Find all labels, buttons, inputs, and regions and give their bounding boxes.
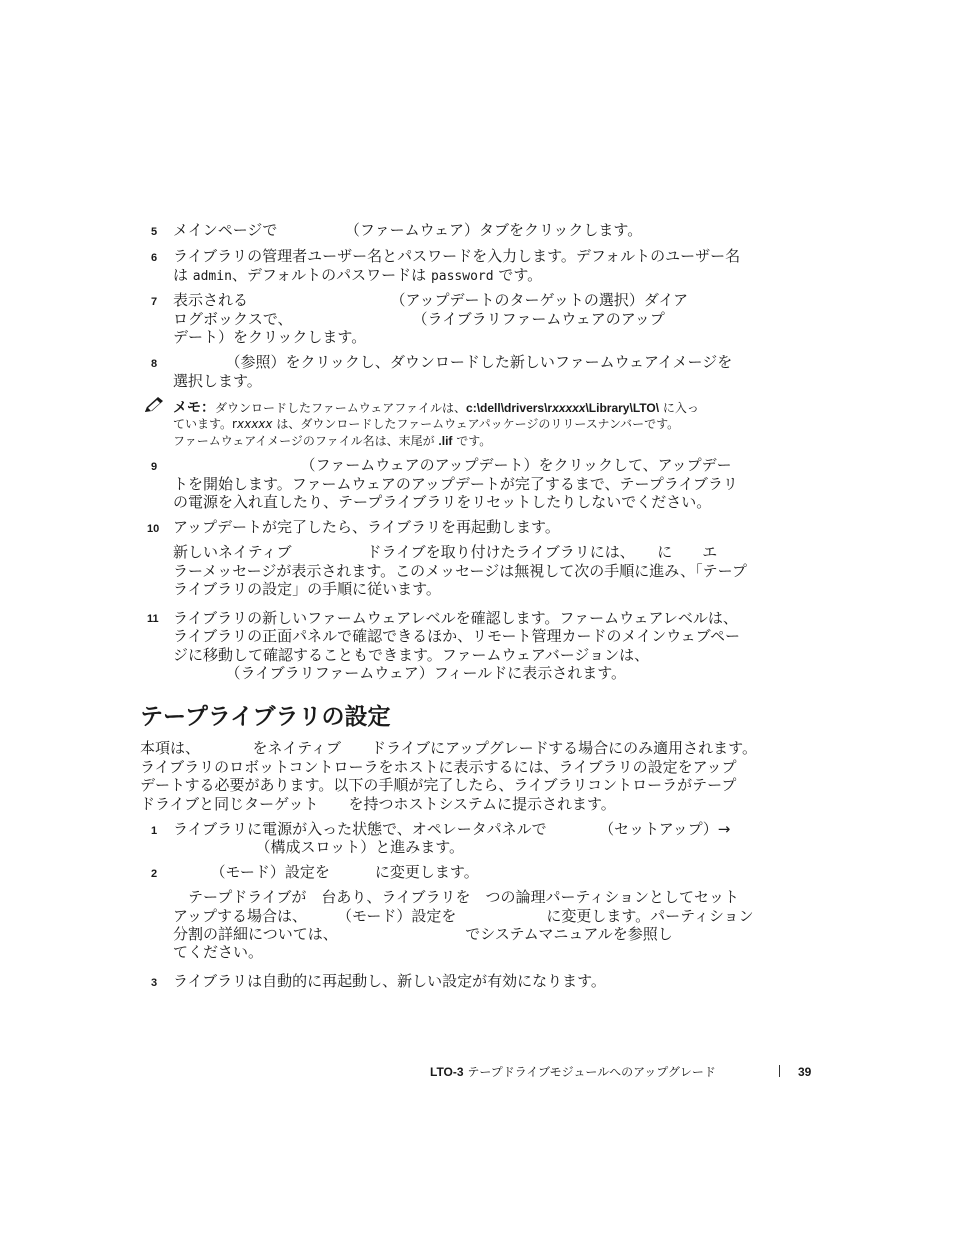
step-text: ライブラリの新しいファームウェアレベルを確認します。ファームウェアレベルは、 [173,609,738,627]
step-text: ライブラリに電源が入った状態で、オペレータパネルで （セットアップ）→ [173,820,731,838]
note-line [173,432,491,450]
firmware-path-var: xxxxx [552,401,586,415]
step-paragraph: テープドライブが 台あり、ライブラリを つの論理パーティションとしてセット [173,888,739,906]
text: ています。r [173,417,237,431]
step-paragraph: ライブラリの設定」の手順に従います。 [173,580,441,598]
release-number-var: xxxxx [236,417,273,431]
step-paragraph: ラーメッセージが表示されます。このメッセージは無視して次の手順に進み、「テープ [173,562,747,580]
text: は、ダウンロードしたファームウェアパッケージのリリースナンバーです。 [272,417,680,431]
page-number: 39 [798,1065,812,1079]
text: に入っ [659,401,699,415]
step-text: （構成スロット）と進みます。 [173,838,465,856]
default-username-code: admin [192,269,232,284]
step-text: デート）をクリックします。 [173,328,367,346]
step-number: 11 [147,613,159,625]
step-text: ライブラリの管理者ユーザー名とパスワードを入力します。デフォルトのユーザー名 [173,247,741,265]
step-text: ログボックスで、 （ライブラリファームウェアのアップ [173,310,665,328]
step-text: （参照）をクリックし、ダウンロードした新しいファームウェアイメージを [173,353,733,371]
step-text: ライブラリは自動的に再起動し、新しい設定が有効になります。 [173,972,606,990]
step-text: アップデートが完了したら、ライブラリを再起動します。 [173,518,560,536]
step-number: 3 [151,977,158,989]
text: です。 [452,434,492,448]
text: ダウンロードしたファームウェアファイルは、 [215,401,467,415]
step-text: トを開始します。ファームウェアのアップデートが完了するまで、テープライブラリ [173,475,738,493]
text: は [173,266,193,284]
step-text: 表示される （アップデートのターゲットの選択）ダイア [173,291,689,309]
step-text: （モード）設定を に変更します。 [173,863,479,881]
step-number: 6 [151,252,158,264]
step-text: ライブラリの正面パネルで確認できるほか、リモート管理カードのメインウェブペー [173,627,741,645]
step-paragraph: 新しいネイティブ ドライブを取り付けたライブラリには、 に エ [173,543,718,561]
firmware-path: c:\dell\drivers\r [466,401,553,415]
step-text: （ファームウェアのアップデート）をクリックして、アップデー [173,456,732,474]
step-paragraph: 分割の詳細については、 でシステムマニュアルを参照し [173,925,673,943]
step-number: 1 [151,825,158,837]
step-text: 選択します。 [173,372,262,390]
step-number: 7 [151,296,158,308]
intro-paragraph: デートする必要があります。以下の手順が完了したら、ライブラリコントローラがテープ [140,776,737,794]
firmware-path: \Library\LTO\ [585,401,660,415]
default-password-code: password [430,269,494,284]
footer-model: LTO-3 [430,1065,464,1079]
text: ファームウェアイメージのファイル名は、末尾が [173,434,439,448]
note-line [173,415,679,433]
step-text: の電源を入れ直したり、テープライブラリをリセットしたりしないでください。 [173,493,712,511]
text: 、デフォルトのパスワードは [231,266,431,284]
step-text: ジに移動して確認することもできます。ファームウェアバージョンは、 [173,646,650,664]
note-label: メモ： [173,399,215,415]
intro-paragraph: 本項は、 をネイティブ ドライブにアップグレードする場合にのみ適用されます。 [140,739,757,757]
step-paragraph: アップする場合は、 （モード）設定を に変更します。パーティション [173,907,754,925]
step-text [173,266,542,286]
step-number: 10 [147,523,160,535]
step-number: 2 [151,868,158,880]
step-text: （ライブラリファームウェア）フィールドに表示されます。 [173,664,627,682]
intro-paragraph: ドライブと同じターゲット を持つホストシステムに提示されます。 [140,795,616,813]
step-number: 8 [151,358,158,370]
step-paragraph: てください。 [173,943,264,961]
note-pencil-icon [143,396,165,414]
footer-separator [779,1065,780,1077]
step-text: メインページで （ファームウェア）タブをクリックします。 [173,221,643,239]
step-number: 9 [151,461,158,473]
footer-text: テープドライブモジュールへのアップグレード [463,1065,716,1079]
footer-chapter-title [430,1064,716,1080]
file-extension: .lif [438,434,453,448]
intro-paragraph: ライブラリのロボットコントローラをホストに表示するには、ライブラリの設定をアップ [140,758,737,776]
section-title: テープライブラリの設定 [140,704,391,730]
text: です。 [493,266,543,284]
step-number: 5 [151,226,158,238]
